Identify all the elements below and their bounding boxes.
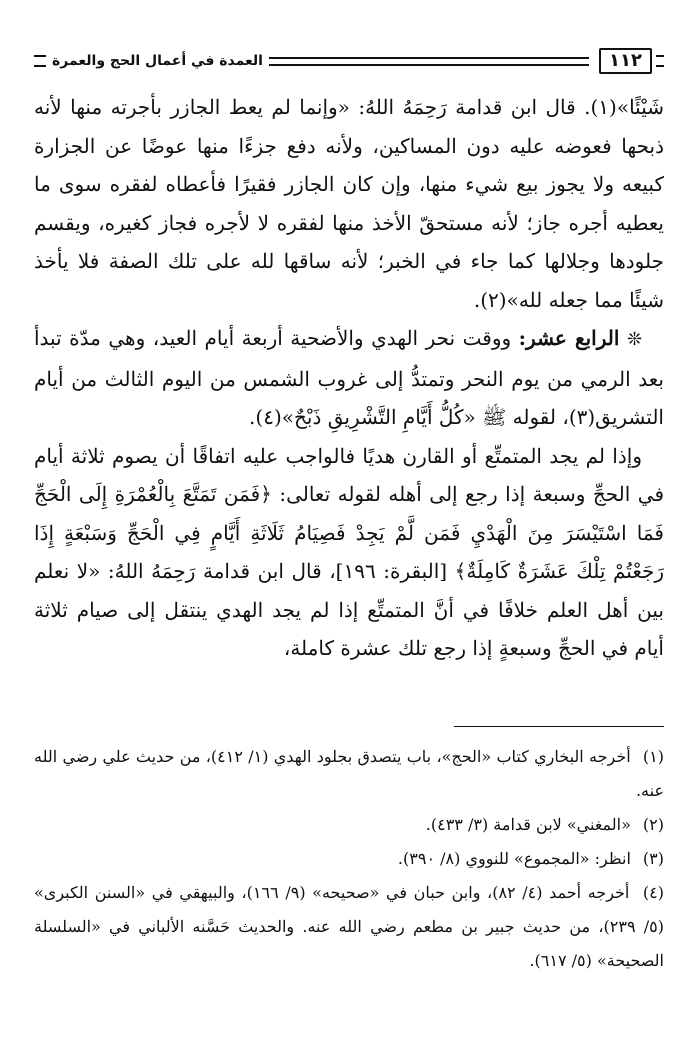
running-header <box>34 44 664 78</box>
header-ornament-end <box>34 55 46 67</box>
paragraph-3: وإذا لم يجد المتمتِّع أو القارن هديًا فالواجب عليه اتفاقًا أن يصوم ثلاثة أيام في الحجِّ وسبعة إذا رجع إلى أهله لقوله تعالى: ﴿فَمَن تَمَتَّعَ بِالْعُمْرَةِ إِلَى الْحَجِّ فَمَا اسْتَيْسَرَ مِنَ الْهَدْيِ فَمَن لَّمْ يَجِدْ فَصِيَامُ ثَلَاثَةِ أَيَّامٍ فِي الْحَجِّ وَسَبْعَةٍ إِذَا رَجَعْتُمْ تِلْكَ عَشَرَةٌ كَامِلَةٌ﴾ [البقرة: ١٩٦]، قال ابن قدامة رَحِمَهُ اللهُ: «لا نعلم بين أهل العلم خلافًا في أنَّ المتمتِّع إذا لم يجد الهدي ينتقل إلى صيام ثلاثة أيام في الحجِّ وسبعةٍ إذا رجع تلك عشرة كاملة، <box>34 443 665 660</box>
footnote-number: (٣) <box>642 849 664 868</box>
section-heading: الرابع عشر: <box>518 326 620 350</box>
footnote <box>34 808 664 842</box>
paragraph-1: شَيْئًا»(١). قال ابن قدامة رَحِمَهُ اللهُ: «وإنما لم يعط الجازر بأجرته منها لأنه ذبحها فعوضه عليه دون المساكين، ولأنه دفع جزءًا منها عوضًا عن الجزارة كبيعه ولا يجوز بيع شيء منها، وإن كان الجازر فقيرًا فأعطاه لفقره سوى ما يعطيه أجره جاز؛ لأنه مستحقّ الأخذ منها لفقره لا لأجره فجاز كغيره، ويقسم جلودها وجلالها كما جاء في الخبر؛ لأنه ساقها لله على تلك الصفة فلا يأخذ شيئًا مما جعله لله»(٢). <box>34 95 664 312</box>
header-title: العمدة في أعمال الحج والعمرة <box>52 53 263 69</box>
footnote-number: (٢) <box>642 815 664 834</box>
footnote <box>34 740 664 808</box>
paragraph-2-text: ووقت نحر الهدي والأضحية أربعة أيام العيد، وهي مدّة تبدأ بعد الرمي من يوم النحر وتمتدُّ إلى غروب الشمس من اليوم الثالث من أيام التشريق(٣)، لقوله ﷺ «كُلُّ أَيَّامِ التَّشْرِيقِ ذَبْحٌ»(٤). <box>34 326 664 429</box>
footnote <box>34 876 664 978</box>
header-rule <box>269 57 589 66</box>
main-text <box>34 88 664 668</box>
footnote-text: أخرجه البخاري كتاب «الحج»، باب يتصدق بجلود الهدي (١/ ٤١٢)، من حديث علي رضي الله عنه. <box>34 747 664 800</box>
footnote <box>34 842 664 876</box>
footnote-divider <box>454 726 664 727</box>
footnotes <box>34 740 664 978</box>
footnote-text: «المغني» لابن قدامة (٣/ ٤٣٣). <box>425 815 631 834</box>
footnote-text: أخرجه أحمد (٤/ ٨٢)، وابن حبان في «صحيحه» (٩/ ١٦٦)، والبيهقي في «السنن الكبرى» (٥/ ٢٣٩)، من حديث جبير بن مطعم رضي الله عنه. والحديث حَسَّنه الألباني في «السلسلة الصحيحة» (٥/ ٦١٧). <box>34 883 665 970</box>
footnote-number: (٤) <box>642 883 664 902</box>
book-page <box>34 44 664 1044</box>
header-ornament <box>656 55 664 67</box>
star-bullet-icon: ❊ <box>626 329 643 350</box>
footnote-number: (١) <box>642 747 664 766</box>
footnote-text: انظر: «المجموع» للنووي (٨/ ٣٩٠). <box>397 849 631 868</box>
page-number: ١١٢ <box>599 48 652 74</box>
paragraph-2 <box>34 319 664 437</box>
